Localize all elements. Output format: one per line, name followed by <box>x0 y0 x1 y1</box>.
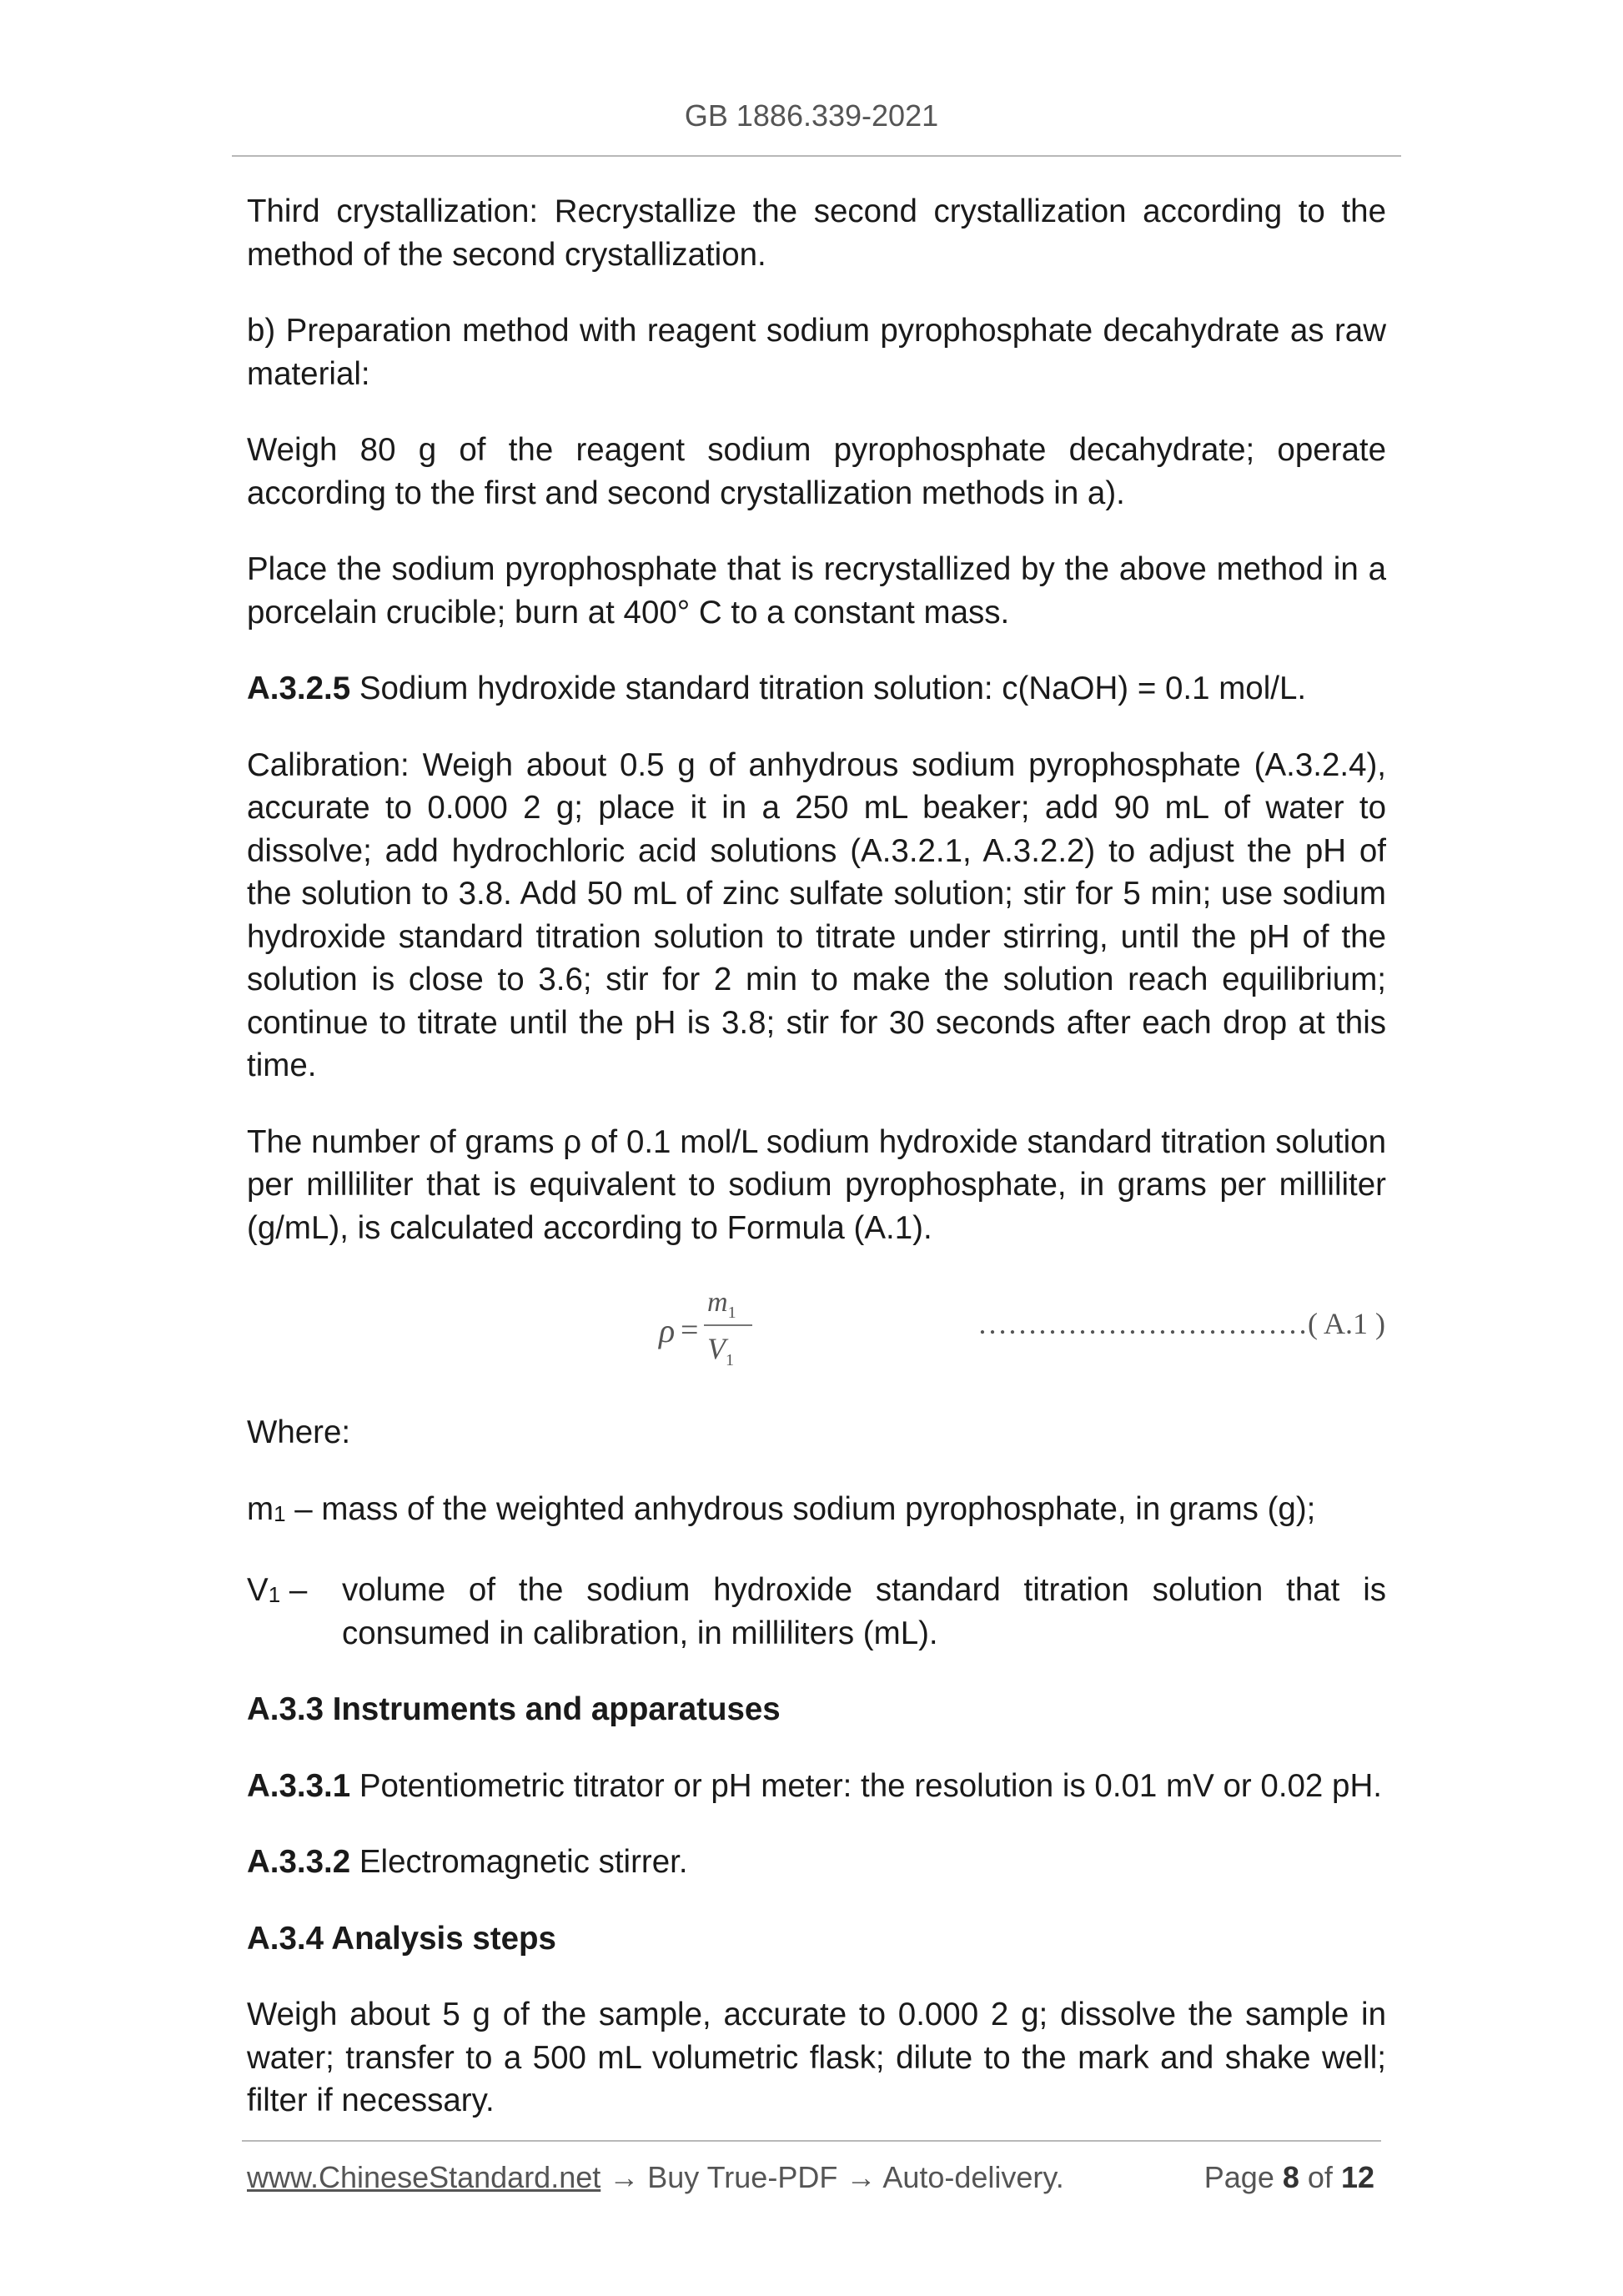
paragraph-burn-400: Place the sodium pyrophosphate that is recrystallized by the above method in a porcelain crucible; burn at 400° C to a constant mass. <box>247 551 1386 631</box>
formula-reference: ……………………………( A.1 ) <box>977 1307 1385 1340</box>
header-divider <box>232 155 1401 157</box>
section-text: Potentiometric titrator or pH meter: the resolution is 0.01 mV or 0.02 pH. <box>350 1767 1382 1804</box>
section-number: A.3.3.1 <box>247 1767 351 1804</box>
paragraph-formula-intro: The number of grams ρ of 0.1 mol/L sodium hydroxide standard titration solution per milliliter that is equivalent to sodium pyrophosphate, in grams per milliliter (g/mL), is calculated according to Formula (A.1). <box>247 1123 1386 1246</box>
paragraph-third-crystallization: Third crystallization: Recrystallize the second crystallization according to the method of the second crystallization. <box>247 193 1386 273</box>
formula-a1 <box>247 1283 1386 1374</box>
paragraph-method-b: b) Preparation method with reagent sodium pyrophosphate decahydrate as raw material: <box>247 313 1386 392</box>
footer-tagline: → Buy True-PDF → Auto-delivery. <box>600 2160 1064 2194</box>
page-header: GB 1886.339-2021 <box>684 98 939 133</box>
variable-v1 <box>247 1569 1386 1655</box>
website-link[interactable]: www.ChineseStandard.net <box>247 2160 601 2194</box>
paragraph-calibration: Calibration: Weigh about 0.5 g of anhydrous sodium pyrophosphate (A.3.2.4), accurate to 0.000 2 g; place it in a 250 mL beaker; add 90 mL of water to dissolve; add hydrochloric acid solutions (A.3.2.1, A.3.2.2) to adjust the pH of the solution to 3.8. Add 50 mL of zinc sulfate solution; stir for 5 min; use sodium hydroxide standard titration solution to titrate under stirring, until the pH of the solution is close to 3.6; stir for 2 min to make the solution reach equilibrium; continue to titrate until the pH is 3.8; stir for 30 seconds after each drop at this time. <box>247 746 1386 1083</box>
formula-expression <box>659 1283 759 1374</box>
total-pages: 12 <box>1340 2160 1374 2194</box>
page-indicator: Page 8 of 12 <box>1203 2160 1374 2194</box>
current-page: 8 <box>1282 2160 1299 2194</box>
section-text: Electromagnetic stirrer. <box>350 1844 688 1880</box>
section-number: A.3.2.5 <box>247 671 351 706</box>
variable-m1: m1 – mass of the weighted anhydrous sodium pyrophosphate, in grams (g); <box>247 1490 1316 1527</box>
formula-fraction-bar <box>704 1324 752 1326</box>
footer-divider <box>242 2140 1381 2142</box>
section-a3-3-1 <box>247 1765 1386 1808</box>
page-footer <box>247 2160 1381 2202</box>
paragraph-weigh-80g: Weigh 80 g of the reagent sodium pyrophosphate decahydrate; operate according to the first and second crystallization methods in a). <box>247 432 1386 511</box>
variable-v1-symbol: V1 – <box>247 1572 308 1608</box>
formula-denominator: $V_1$ <box>707 1332 734 1370</box>
heading-a3-3: A.3.3 Instruments and apparatuses <box>247 1691 781 1727</box>
paragraph-weigh-sample: Weigh about 5 g of the sample, accurate to 0.000 2 g; dissolve the sample in water; transfer to a 500 mL volumetric flask; dilute to the mark and shake well; filter if necessary. <box>247 1997 1386 2118</box>
section-text: Sodium hydroxide standard titration solution: c(NaOH) = 0.1 mol/L. <box>350 671 1307 706</box>
formula-lhs: ρ <box>659 1312 676 1349</box>
formula-equals: = <box>681 1313 699 1348</box>
document-body <box>247 190 1386 2156</box>
footer-promo <box>247 2160 1064 2195</box>
where-label: Where: <box>247 1414 351 1450</box>
section-a3-2-5 <box>247 667 1386 711</box>
section-a3-3-2 <box>247 1841 1386 1884</box>
heading-a3-4: A.3.4 Analysis steps <box>247 1920 556 1957</box>
section-number: A.3.3.2 <box>247 1844 351 1880</box>
formula-numerator: $m_1$ <box>707 1287 736 1322</box>
variable-v1-description: volume of the sodium hydroxide standard titration solution that is consumed in calibration, in milliliters (mL). <box>342 1572 1386 1651</box>
